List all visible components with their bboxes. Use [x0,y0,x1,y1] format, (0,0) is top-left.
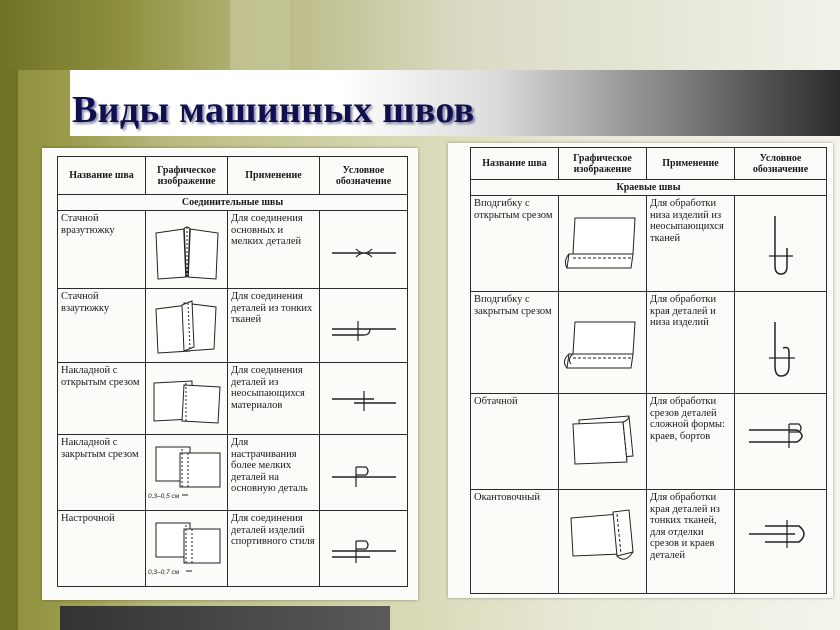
seam-drawing [146,363,228,435]
seam-drawing [146,289,228,363]
topstitch-seam-symbol [320,511,408,587]
connecting-seams-table [57,156,408,587]
slide-title: Виды машинных швов [72,89,475,131]
open-seam-drawing [146,211,228,289]
seam-drawing [146,511,228,587]
table-row [471,394,827,490]
dimension-label: 0,3–0,7 см [148,569,180,576]
seam-symbol [320,363,408,435]
table-row [58,211,408,289]
topstitch-seam-drawing [146,511,228,587]
header-usage: Применение [228,157,320,195]
seam-name: Накладной с открытым срезом [58,363,146,435]
table-row [58,363,408,435]
table-row [58,435,408,511]
header-symbol: Условное обозначение [320,157,408,195]
hem-open-symbol [735,196,827,292]
seam-usage: Для соединения деталей из тонких тканей [228,289,320,363]
header-name: Название шва [58,157,146,195]
seam-name: Стачной взаутюжку [58,289,146,363]
binding-seam-drawing [559,490,647,594]
seam-drawing [146,435,228,511]
seam-name: Накладной с закрытым срезом [58,435,146,511]
header-usage: Применение [647,148,735,180]
seam-symbol [735,490,827,594]
seam-usage: Для соединения деталей из неосыпающихся материалов [228,363,320,435]
lapped-closed-seam-drawing [146,435,228,511]
pressed-seam-drawing [146,289,228,363]
seam-name: Настрочной [58,511,146,587]
seam-usage: Для соединения основных и мелких деталей [228,211,320,289]
section-row [58,195,408,211]
table-row [58,511,408,587]
seam-drawing [146,211,228,289]
hem-open-drawing [559,196,647,292]
seam-symbol [320,511,408,587]
table-row [471,490,827,594]
open-seam-symbol [320,211,408,289]
lapped-closed-seam-symbol [320,435,408,511]
header-row [471,148,827,180]
section-row [471,180,827,196]
seam-name: Стачной вразутюжку [58,211,146,289]
section-title: Соединительные швы [58,195,408,211]
seam-usage: Для соединения деталей изделий спортивного стиля [228,511,320,587]
background-band [0,0,18,630]
seam-symbol [735,196,827,292]
seam-symbol [320,435,408,511]
seam-drawing [559,394,647,490]
seam-usage: Для обработки срезов деталей сложной формы: краев, бортов [647,394,735,490]
facing-seam-symbol [735,394,827,490]
seam-name: Обтачной [471,394,559,490]
section-title: Краевые швы [471,180,827,196]
header-image: Графическое изображение [146,157,228,195]
facing-seam-drawing [559,394,647,490]
seam-usage: Для обработки края деталей и низа изделий [647,292,735,394]
seam-symbol [735,394,827,490]
header-image: Графическое изображение [559,148,647,180]
bottom-strip [60,606,390,630]
pressed-seam-symbol [320,289,408,363]
header-name: Название шва [471,148,559,180]
seam-drawing [559,292,647,394]
binding-seam-symbol [735,490,827,594]
seam-usage: Для обработки края деталей из тонких тканей, для отделки срезов и краев деталей [647,490,735,594]
table-row [58,289,408,363]
table-row [471,292,827,394]
seam-name: Вподгибку с закрытым срезом [471,292,559,394]
seam-drawing [559,196,647,292]
seam-symbol [320,211,408,289]
lapped-open-seam-symbol [320,363,408,435]
hem-closed-symbol [735,292,827,394]
left-table-sheet [42,148,418,600]
seam-drawing [559,490,647,594]
background-top [0,0,840,70]
seam-name: Вподгибку с открытым срезом [471,196,559,292]
seam-usage: Для обработки низа изделий из неосыпающихся тканей [647,196,735,292]
header-row [58,157,408,195]
dimension-label: 0,3–0,5 см [148,493,180,500]
background-block [230,0,290,70]
edge-seams-table [470,147,827,594]
hem-closed-drawing [559,292,647,394]
seam-symbol [735,292,827,394]
seam-usage: Для настрачивания более мелких деталей на основную деталь [228,435,320,511]
table-row [471,196,827,292]
header-symbol: Условное обозначение [735,148,827,180]
lapped-open-seam-drawing [146,363,228,435]
seam-name: Окантовочный [471,490,559,594]
right-table-sheet [448,143,833,598]
seam-symbol [320,289,408,363]
